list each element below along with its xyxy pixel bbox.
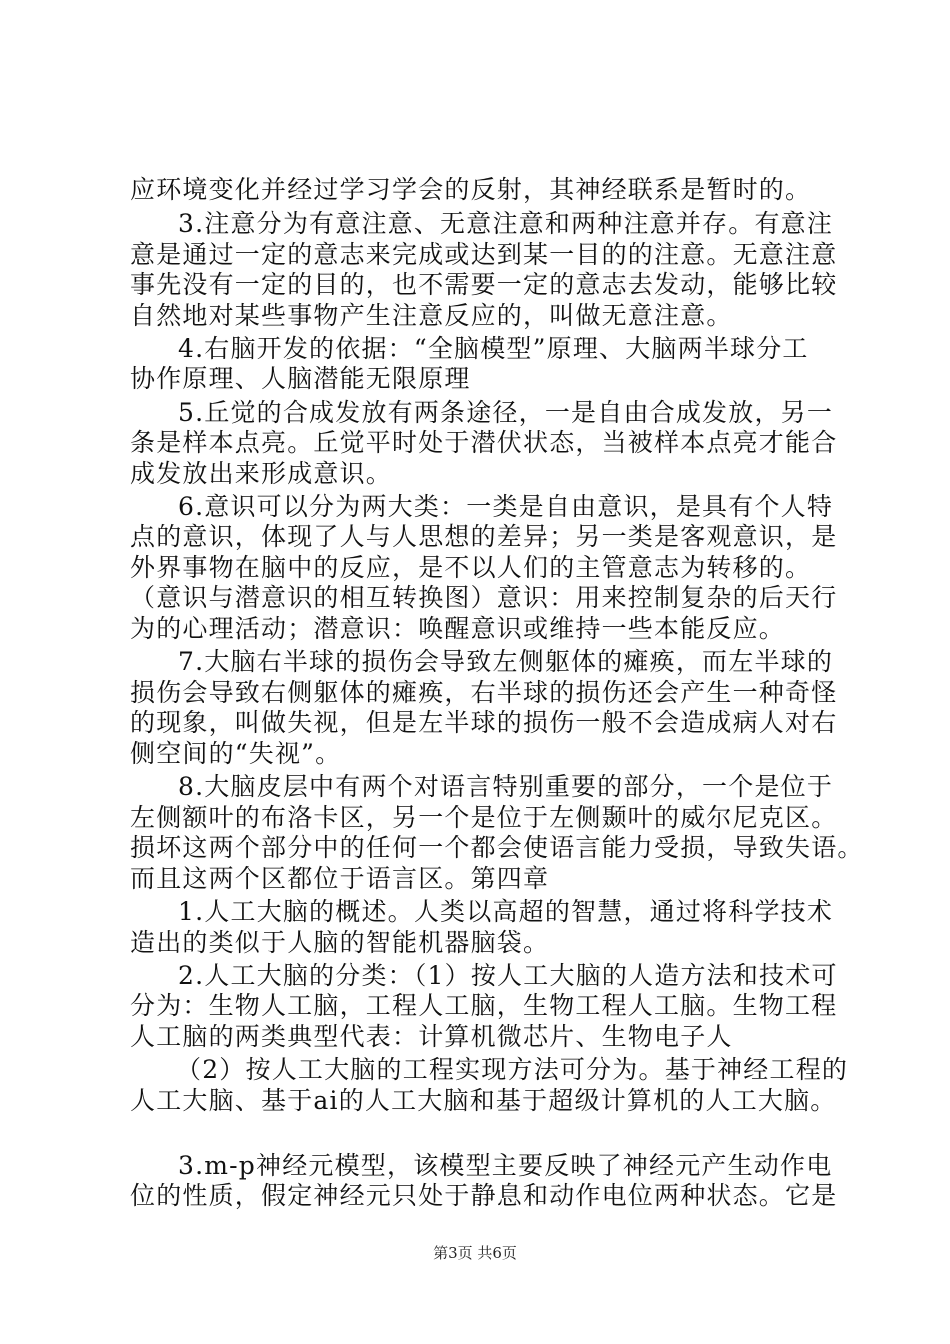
text-line: 侧空间的“失视”。 (130, 739, 342, 768)
text-line: 损伤会导致右侧躯体的瘫痪，右半球的损伤还会产生一种奇怪 (130, 678, 838, 707)
text-line: 左侧额叶的布洛卡区，另一个是位于左侧颞叶的威尔尼克区。 (130, 803, 838, 832)
text-line: 损坏这两个部分中的任何一个都会使语言能力受损，导致失语。 (130, 833, 864, 862)
text-line: 4.右脑开发的依据：“全脑模型”原理、大脑两半球分工 (178, 334, 809, 363)
text-line: 造出的类似于人脑的智能机器脑袋。 (130, 928, 550, 957)
text-line: 自然地对某些事物产生注意反应的，叫做无意注意。 (130, 301, 733, 330)
text-line: 外界事物在脑中的反应，是不以人们的主管意志为转移的。 (130, 553, 812, 582)
text-line: 为的心理活动；潜意识：唤醒意识或维持一些本能反应。 (130, 614, 786, 643)
text-line: 意是通过一定的意志来完成或达到某一目的的注意。无意注意 (130, 240, 838, 269)
text-line: （2）按人工大脑的工程实现方法可分为。基于神经工程的 (176, 1055, 849, 1084)
text-line: 3.m-p神经元模型，该模型主要反映了神经元产生动作电 (178, 1151, 833, 1180)
text-line: 5.丘觉的合成发放有两条途径，一是自由合成发放，另一 (178, 398, 834, 427)
text-line: 条是样本点亮。丘觉平时处于潜伏状态，当被样本点亮才能合 (130, 428, 838, 457)
text-line: 8.大脑皮层中有两个对语言特别重要的部分，一个是位于 (178, 772, 834, 801)
text-line: 人工脑的两类典型代表：计算机微芯片、生物电子人 (130, 1022, 733, 1051)
text-line: 1.人工大脑的概述。人类以高超的智慧，通过将科学技术 (178, 897, 834, 926)
page-number: 第3页 共6页 (433, 1244, 517, 1262)
text-line: 6.意识可以分为两大类：一类是自由意识，是具有个人特 (178, 492, 834, 521)
text-line: 协作原理、人脑潜能无限原理 (130, 364, 471, 393)
text-line: 点的意识，体现了人与人思想的差异；另一类是客观意识，是 (130, 522, 838, 551)
text-line: 位的性质，假定神经元只处于静息和动作电位两种状态。它是 (130, 1181, 838, 1210)
text-line: 人工大脑、基于ai的人工大脑和基于超级计算机的人工大脑。 (130, 1086, 837, 1115)
text-line: 7.大脑右半球的损伤会导致左侧躯体的瘫痪，而左半球的 (178, 647, 834, 676)
text-line: 分为：生物人工脑，工程人工脑，生物工程人工脑。生物工程 (130, 991, 838, 1020)
text-line: 事先没有一定的目的，也不需要一定的意志去发动，能够比较 (130, 270, 838, 299)
text-line: 3.注意分为有意注意、无意注意和两种注意并存。有意注 (178, 209, 834, 238)
text-line: 2.人工大脑的分类：（1）按人工大脑的人造方法和技术可 (178, 961, 838, 990)
text-line: 成发放出来形成意识。 (130, 459, 393, 488)
text-line: 的现象，叫做失视，但是左半球的损伤一般不会造成病人对右 (130, 708, 838, 737)
text-line: 应环境变化并经过学习学会的反射，其神经联系是暂时的。 (130, 175, 812, 204)
text-line: （意识与潜意识的相互转换图）意识：用来控制复杂的后天行 (130, 583, 838, 612)
text-line: 而且这两个区都位于语言区。第四章 (130, 864, 550, 893)
